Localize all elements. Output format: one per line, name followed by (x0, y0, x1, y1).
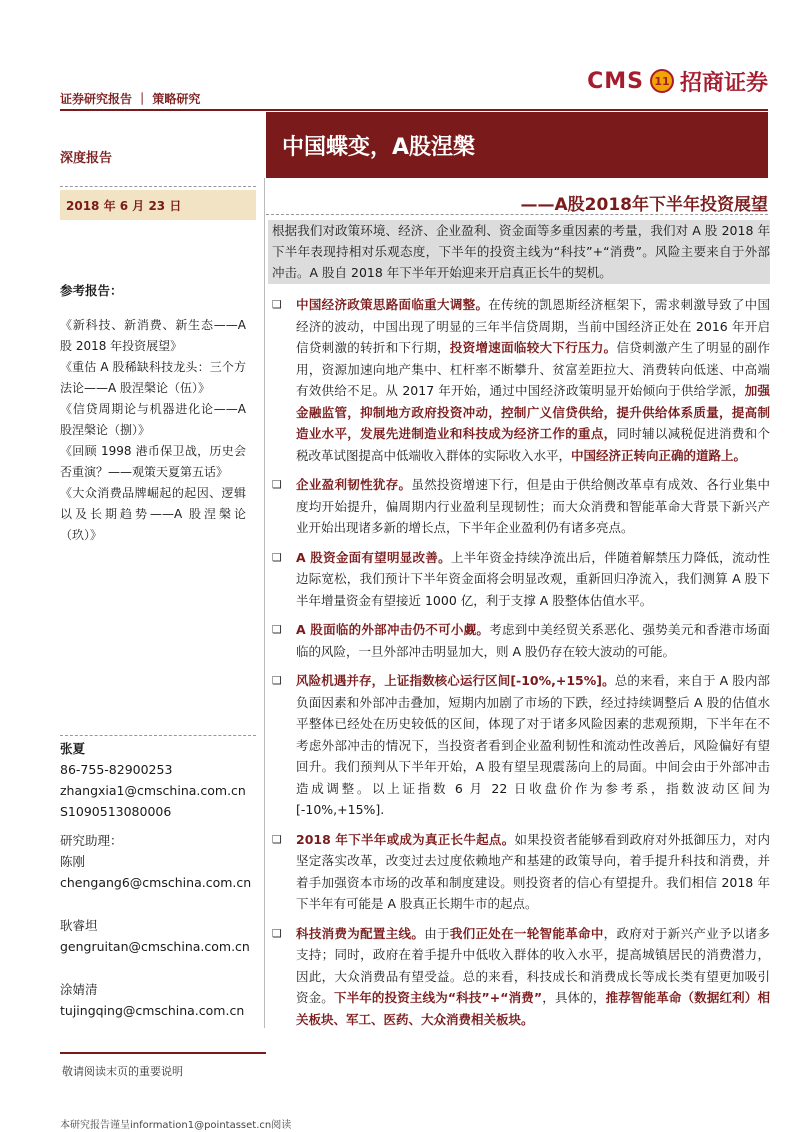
report-title: 中国蝶变，A股涅槃 (282, 135, 476, 160)
bullet-heading: 企业盈利韧性犹存。 (296, 477, 412, 492)
reference-item[interactable]: 《新科技、新消费、新生态——A 股 2018 年投资展望》 (60, 318, 246, 353)
analyst-name: 张夏 (60, 741, 86, 756)
subtitle-dashed-divider (266, 214, 768, 215)
assistant-email[interactable]: chengang6@cmschina.com.cn (60, 875, 252, 890)
bullet-policy (272, 294, 770, 466)
analyst-block (60, 738, 260, 822)
bullet-heading: A 股资金面有望明显改善。 (296, 549, 451, 565)
report-date: 2018 年 6 月 23 日 (66, 199, 182, 213)
bullet-index-range (272, 670, 770, 821)
reference-item[interactable]: 《信贷周期论与机器进化论——A 股涅槃论（捌）》 (60, 402, 246, 437)
column-divider (264, 178, 265, 1028)
bullet-allocation (272, 923, 770, 1031)
bullet-text: 在传统的凯恩斯经济框架下，需求刺激导致了中国经济的波动，中国出现了明显的三年半信贷周期，当前中国经济正处在 2016 年开启信贷刺激的转折和下行期， (296, 297, 770, 355)
analyst-license: S1090513080006 (60, 804, 172, 819)
header-divider (60, 109, 768, 111)
logo-latin: CMS (587, 68, 644, 94)
assistants-label: 研究助理： (60, 833, 123, 848)
footer-divider (60, 1052, 266, 1054)
bullet-liquidity (272, 547, 770, 612)
assistant-name: 涂婧清 (60, 982, 98, 997)
bullet-emphasis: 中国经济正转向正确的道路上。 (571, 447, 747, 463)
checkbox-bullet-icon: ❑ (272, 550, 282, 564)
analyst-email[interactable]: zhangxia1@cmschina.com.cn (60, 783, 246, 798)
reference-item[interactable]: 《回顾 1998 港币保卫战，历史会否重演？——观策天夏第五话》 (60, 444, 246, 479)
bullet-text: 上半年资金持续净流出后，伴随着解禁压力降低，流动性边际宽松，我们预计下半年资金面将会明显改观，重新回归净流入，我们测算 A 股下半年增量资金有望接近 1000 亿，利于支撑 A 股整体估值水平。 (296, 549, 770, 608)
bullet-heading: 科技消费为配置主线。 (296, 925, 425, 941)
bullet-text: 考虑到中美经贸关系恶化、强势美元和香港市场面临的风险，一旦外部冲击明显加大，则 A 股仍存在较大波动的可能。 (296, 622, 770, 659)
references-title: 参考报告： (60, 283, 123, 298)
sidebar-dashed-divider (60, 186, 256, 187)
watermark-text: 本研究报告谨呈information1@pointasset.cn阅读 (60, 1120, 292, 1131)
assistant-name: 陈刚 (60, 854, 86, 869)
bullet-text: 由于 (424, 925, 450, 941)
bullet-text: 虽然投资增速下行，但是由于供给侧改革卓有成效、各行业集中度均开始提升，偏周期内行业盈利呈现韧性；而大众消费和智能革命大背景下新兴产业开始出现诸多新的增长点，下半年企业盈利仍有诸多亮点。 (296, 477, 770, 535)
report-subtitle: ——A股2018年下半年投资展望 (520, 195, 768, 215)
report-category: 证券研究报告 ｜ 策略研究 (60, 92, 201, 106)
bullet-text: ，政府对于新兴产业予以诸多支持；同时，政府在着手提升中低收入群体的收入水平，提高城镇居民的消费潜力，因此，大众消费品有望受益。总的来看，科技成长和消费成长等成长类有望更加吸引资金。 (296, 925, 770, 1005)
assistant-email[interactable]: gengruitan@cmschina.com.cn (60, 939, 250, 954)
bullet-heading: 风险机遇并存，上证指数核心运行区间[-10%,+15%]。 (296, 673, 615, 688)
bullet-emphasis: 投资增速面临较大下行压力。 (449, 340, 617, 355)
reference-item[interactable]: 《重估 A 股稀缺科技龙头：三个方法论——A 股涅槃论（伍）》 (60, 360, 246, 395)
checkbox-bullet-icon: ❑ (272, 298, 282, 311)
bullet-external-shock (272, 619, 770, 662)
bullet-text: 信贷刺激产生了明显的副作用，资源加速向地产集中、杠杆率不断攀升、贫富差距拉大、消费转向低迷、中高端有效供给不足。从 2017 年开始，通过中国经济政策明显开始倾向于供给学派， (296, 340, 770, 398)
reference-item[interactable]: 《大众消费品牌崛起的起因、逻辑以及长期趋势——A 股涅槃论（玖）》 (60, 486, 246, 542)
intro-summary: 根据我们对政策环境、经济、企业盈利、资金面等多重因素的考量，我们对 A 股 2018 年下半年表现持相对乐观态度，下半年的投资主线为“科技”+“消费”。风险主要来自于外部冲击。A 股自 2018 年下半年开始迎来开启真正长牛的契机。 (268, 220, 770, 284)
disclaimer-note: 敬请阅读末页的重要说明 (62, 1065, 183, 1078)
checkbox-bullet-icon: ❑ (272, 478, 282, 491)
title-banner (266, 112, 768, 178)
bullet-emphasis: 推荐智能革命（数据红利）相关板块、军工、医药、大众消费相关板块。 (296, 990, 770, 1027)
bullet-text: 总的来看，来自于 A 股内部负面因素和外部冲击叠加，短期内加剧了市场的下跌，经过持续调整后 A 股的估值水平整体已经处在历史较低的区间，体现了对于诸多风险因素的悲观预期，下半年在不考虑外部冲击的情况下，当投资者看到企业盈利韧性和流动性改善后，风险偏好有望回升。我们预判从下半年开始，A 股有望呈现震荡向上的局面。中间会由于外部冲击造成调整。以上证指数 6 月 22 日收盘价作为参考系，指数波动区间为[-10%,+15%]. (296, 673, 770, 817)
report-type: 深度报告 (60, 151, 113, 166)
bullet-emphasis: 加强金融监管，抑制地方政府投资冲动，控制广义信贷供给，提升供给体系质量，提高制造业水平，发展先进制造业和科技成为经济工作的重点， (296, 383, 770, 441)
assistant-block-3 (60, 979, 260, 1021)
date-box (60, 190, 256, 220)
bullet-heading: A 股面临的外部冲击仍不可小觑。 (296, 622, 490, 637)
bullet-text: 同时辅以减税促进消费和个税改革试图提高中低端收入群体的实际收入水平， (296, 426, 770, 463)
assistant-name: 耿睿坦 (60, 918, 98, 933)
checkbox-bullet-icon: ❑ (272, 926, 282, 940)
bullet-emphasis: 下半年的投资主线为“科技”+“消费” (333, 990, 543, 1005)
assistant-email[interactable]: tujingqing@cmschina.com.cn (60, 1003, 245, 1018)
analyst-phone: 86-755-82900253 (60, 762, 173, 777)
bullet-text: ，具体的， (542, 990, 606, 1005)
checkbox-bullet-icon: ❑ (272, 674, 282, 687)
bullet-emphasis: 我们正处在一轮智能革命中 (449, 925, 604, 941)
bullet-heading: 中国经济政策思路面临重大调整。 (296, 297, 489, 312)
brand-logo (587, 64, 768, 98)
checkbox-bullet-icon: ❑ (272, 623, 282, 636)
logo-chinese: 招商证券 (679, 70, 768, 96)
bullet-earnings (272, 474, 770, 539)
bullet-text: 如果投资者能够看到政府对外抵御压力，对内坚定落实改革，改变过去过度依赖地产和基建的政策导向，着手提升科技和消费，并着手加强资本市场的改革和制度建设。则投资者的信心有望提升。我们相信 2018 年下半年有可能是 A 股真正长期牛市的起点。 (296, 831, 770, 911)
bullet-long-bull (272, 829, 770, 915)
sidebar-dashed-divider-2 (60, 735, 256, 736)
key-points (272, 294, 770, 1030)
logo-badge-icon: 11 (650, 69, 674, 93)
checkbox-bullet-icon: ❑ (272, 832, 282, 846)
assistant-block-1 (60, 830, 260, 893)
references-list (60, 315, 246, 546)
bullet-heading: 2018 年下半年或成为真正长牛起点。 (296, 831, 515, 847)
assistant-block-2 (60, 915, 260, 957)
